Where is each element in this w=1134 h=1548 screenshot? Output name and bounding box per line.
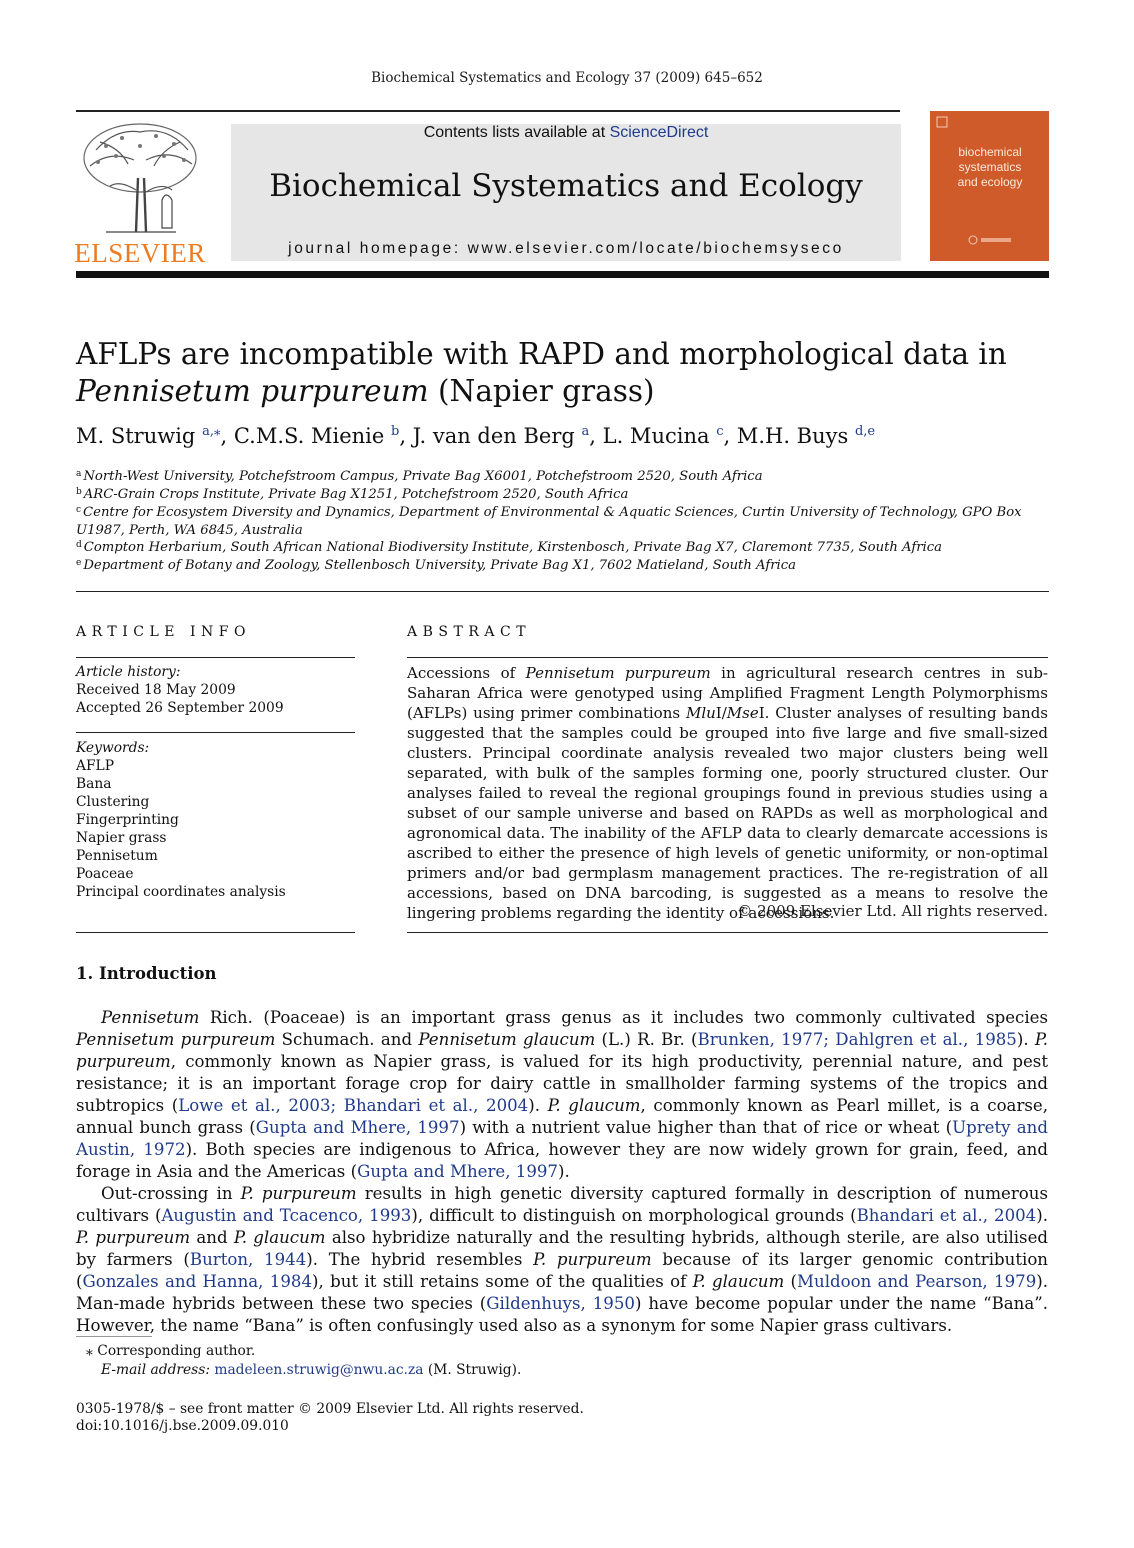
title-part: AFLPs are incompatible with RAPD and morphological data in bbox=[76, 337, 1007, 371]
cover-logo-icon bbox=[936, 116, 948, 128]
citation-link[interactable]: Gildenhuys, 1950 bbox=[486, 1294, 635, 1313]
text-run: ), but it still retains some of the qualities of bbox=[312, 1272, 693, 1291]
sciencedirect-link[interactable]: ScienceDirect bbox=[609, 124, 709, 141]
cover-text-line: systematics bbox=[958, 160, 1022, 174]
journal-homepage[interactable]: journal homepage: www.elsevier.com/locate/biochemsyseco bbox=[288, 240, 844, 257]
elsevier-tree-icon bbox=[76, 120, 204, 238]
running-head: Biochemical Systematics and Ecology 37 (2009) 645–652 bbox=[371, 70, 763, 86]
author-name[interactable]: C.M.S. Mienie bbox=[233, 424, 385, 448]
text-run: Out-crossing in bbox=[101, 1184, 241, 1203]
title-species: Pennisetum purpureum bbox=[76, 374, 429, 408]
affiliation-key: d bbox=[76, 540, 82, 550]
italic-run: Pennisetum purpureum bbox=[76, 1030, 276, 1049]
section-divider bbox=[76, 591, 1049, 592]
author-name[interactable]: M. Struwig bbox=[76, 424, 196, 448]
keywords-label: Keywords: bbox=[76, 740, 150, 756]
keyword: Bana bbox=[76, 776, 112, 792]
article-history bbox=[76, 663, 284, 717]
abstract-text bbox=[407, 663, 1048, 923]
abstract-run: I/ bbox=[715, 704, 727, 722]
keyword: AFLP bbox=[76, 758, 114, 774]
affiliation-text: ARC-Grain Crops Institute, Private Bag X1251, Potchefstroom 2520, South Africa bbox=[83, 487, 629, 502]
abstract-copyright: © 2009 Elsevier Ltd. All rights reserved. bbox=[737, 902, 1048, 920]
affiliation-key: c bbox=[76, 505, 82, 515]
citation-link[interactable]: Bhandari et al., 2004 bbox=[856, 1206, 1037, 1225]
cover-text-line: and ecology bbox=[957, 175, 1023, 189]
text-run: ). bbox=[1016, 1030, 1035, 1049]
italic-run: P. purpureum bbox=[533, 1250, 652, 1269]
author-sep: , bbox=[220, 424, 234, 448]
abstract-run: I. Cluster analyses of resulting bands suggested that the samples could be grouped into five large and five small-sized clusters. Principal coordinate analysis revealed two major clusters being well separated, with bulk of the samples forming one, poorly structured cluster. Our analyses failed to reveal the regional groupings found in previous studies using a subset of our sample universe and based on RAPDs as well as morphological and agronomical data. The inability of the AFLP data to clearly demarcate accessions is ascribed to either the presence of high levels of genetic uniformity, or non-optimal primers and/or bad germplasm management practices. The re-registration of all accessions, based on DNA barcoding, is suggested as a means to resolve the lingering problems regarding the identity of accessions. bbox=[407, 704, 1049, 922]
doi-link[interactable]: doi:10.1016/j.bse.2009.09.010 bbox=[76, 1418, 289, 1434]
citation-link[interactable]: Brunken, 1977; Dahlgren et al., 1985 bbox=[697, 1030, 1017, 1049]
email-suffix: (M. Struwig). bbox=[423, 1362, 522, 1378]
text-run: results in high genetic diversity captured formally in description of numerous cultivars ( bbox=[76, 1184, 1048, 1225]
author-name[interactable]: J. van den Berg bbox=[412, 424, 575, 448]
accepted-date: Accepted 26 September 2009 bbox=[76, 700, 284, 716]
affiliation bbox=[76, 501, 1048, 540]
email-link[interactable]: madeleen.struwig@nwu.ac.za bbox=[214, 1362, 424, 1378]
received-date: Received 18 May 2009 bbox=[76, 682, 236, 698]
affiliation-key: a bbox=[76, 469, 82, 479]
header-thick-rule bbox=[76, 271, 1049, 278]
author-sep: , bbox=[723, 424, 737, 448]
corresponding-label: Corresponding author. bbox=[97, 1343, 256, 1359]
text-run: ) with a nutrient value higher than that of rice or wheat ( bbox=[459, 1118, 953, 1137]
keyword: Principal coordinates analysis bbox=[76, 884, 286, 900]
citation-link[interactable]: Gupta and Mhere, 1997 bbox=[255, 1118, 460, 1137]
title-part: (Napier grass) bbox=[428, 374, 655, 408]
cover-text bbox=[944, 145, 1036, 190]
intro-paragraph bbox=[76, 1183, 1048, 1337]
abstract-bottom-rule bbox=[407, 932, 1048, 933]
text-run: ). The hybrid resembles bbox=[306, 1250, 534, 1269]
affiliation-text: Department of Botany and Zoology, Stellenbosch University, Private Bag X1, 7602 Matieland, South Africa bbox=[83, 558, 796, 573]
abstract-rule bbox=[407, 657, 1048, 658]
intro-heading: 1. Introduction bbox=[76, 964, 217, 983]
journal-title: Biochemical Systematics and Ecology bbox=[269, 168, 863, 204]
affiliation-text: North-West University, Potchefstroom Campus, Private Bag X6001, Potchefstroom 2520, South Africa bbox=[83, 469, 763, 484]
citation-link[interactable]: Augustin and Tcacenco, 1993 bbox=[161, 1206, 412, 1225]
text-run: ( bbox=[784, 1272, 798, 1291]
text-run: and bbox=[190, 1228, 234, 1247]
keyword: Fingerprinting bbox=[76, 812, 179, 828]
contents-prefix: Contents lists available at bbox=[423, 124, 610, 141]
text-run: ). Both species are indigenous to Africa, however they are now widely grown for grain, feed, and forage in Asia and the Americas ( bbox=[76, 1140, 1048, 1181]
italic-run: Pennisetum glaucum bbox=[418, 1030, 596, 1049]
italic-run: P. purpureum bbox=[76, 1030, 1048, 1071]
text-run: , commonly known as Napier grass, is valued for its high productivity, perennial nature, and pest resistance; it is an important forage crop for dairy cattle in smallholder farming systems of the tropics and subtropics ( bbox=[76, 1052, 1048, 1115]
author-sep: , bbox=[589, 424, 603, 448]
italic-run: P. purpureum bbox=[240, 1184, 357, 1203]
italic-run: P. purpureum bbox=[76, 1228, 191, 1247]
citation-link[interactable]: Gonzales and Hanna, 1984 bbox=[82, 1272, 313, 1291]
abstract-run: Accessions of bbox=[407, 664, 526, 682]
citation-link[interactable]: Uprety and Austin, 1972 bbox=[76, 1118, 1048, 1159]
keywords-rule bbox=[76, 732, 355, 733]
author-affil-marker[interactable]: a bbox=[581, 424, 590, 439]
history-label: Article history: bbox=[76, 664, 181, 680]
keyword: Napier grass bbox=[76, 830, 167, 846]
citation-link[interactable]: Muldoon and Pearson, 1979 bbox=[797, 1272, 1037, 1291]
text-run: ) have become popular under the name “Bana”. However, the name “Bana” is often confusingly used also as a synonym for some Napier grass cultivars. bbox=[76, 1294, 1049, 1335]
author-affil-marker[interactable]: c bbox=[716, 424, 724, 439]
author-list bbox=[76, 424, 1056, 448]
text-run: , commonly known as Pearl millet, is a coarse, annual bunch grass ( bbox=[76, 1096, 1048, 1137]
text-run: ). Man-made hybrids between these two species ( bbox=[76, 1272, 1049, 1313]
citation-link[interactable]: Gupta and Mhere, 1997 bbox=[357, 1162, 558, 1181]
keyword: Pennisetum bbox=[76, 848, 158, 864]
footnote-marker: ⁎ bbox=[86, 1343, 93, 1359]
abstract-run: in agricultural research centres in sub-Saharan Africa were genotyped using Amplified Fragment Length Polymorphisms (AFLPs) using primer combinations bbox=[407, 664, 1048, 722]
article-info-rule bbox=[76, 657, 355, 658]
article-info-heading: ARTICLE INFO bbox=[76, 624, 251, 640]
citation-link[interactable]: Lowe et al., 2003; Bhandari et al., 2004 bbox=[178, 1096, 529, 1115]
author-name[interactable]: L. Mucina bbox=[602, 424, 710, 448]
text-run: ). bbox=[528, 1096, 548, 1115]
author-affil-marker[interactable]: d,e bbox=[854, 424, 876, 439]
abstract-heading: ABSTRACT bbox=[407, 624, 532, 640]
cover-text-line: biochemical bbox=[958, 145, 1022, 159]
italic-run: Pennisetum bbox=[101, 1008, 200, 1027]
affiliation-key: e bbox=[76, 558, 82, 568]
article-info-bottom-rule bbox=[76, 932, 355, 933]
keyword: Clustering bbox=[76, 794, 150, 810]
footnote-rule bbox=[76, 1336, 152, 1337]
italic-run: P. glaucum bbox=[692, 1272, 785, 1291]
front-matter-line: 0305-1978/$ – see front matter © 2009 Elsevier Ltd. All rights reserved. bbox=[76, 1401, 584, 1417]
citation-link[interactable]: Burton, 1944 bbox=[189, 1250, 307, 1269]
elsevier-logo-text: ELSEVIER bbox=[74, 238, 206, 268]
keywords-block bbox=[76, 739, 286, 901]
article-title bbox=[76, 336, 1056, 410]
affiliation-text: Centre for Ecosystem Diversity and Dynamics, Department of Environmental & Aquatic Sciences, Curtin University of Technology, GPO Box U1987, Perth, WA 6845, Australia bbox=[76, 505, 1022, 538]
affiliation bbox=[76, 554, 1048, 575]
corresponding-note bbox=[86, 1342, 255, 1360]
author-name[interactable]: M.H. Buys bbox=[736, 424, 849, 448]
intro-body bbox=[76, 1007, 1048, 1337]
text-run: also hybridize naturally and the resulting hybrids, although sterile, are also utilised by farmers ( bbox=[76, 1228, 1049, 1269]
text-run: ), difficult to distinguish on morphological grounds ( bbox=[411, 1206, 857, 1225]
text-run: Rich. (Poaceae) is an important grass genus as it includes two commonly cultivated species bbox=[199, 1008, 1048, 1027]
text-run: because of its larger genomic contribution ( bbox=[76, 1250, 1048, 1291]
email-note bbox=[101, 1361, 521, 1379]
affiliation-text: Compton Herbarium, South African National Biodiversity Institute, Kirstenbosch, Private Bag X7, Claremont 7735, South Africa bbox=[83, 540, 942, 555]
abstract-run-italic: Pennisetum purpureum bbox=[525, 664, 711, 682]
email-label: E-mail address: bbox=[101, 1362, 215, 1378]
abstract-run-italic: Mlu bbox=[685, 704, 716, 722]
abstract-run-italic: Mse bbox=[726, 704, 759, 722]
author-sep: , bbox=[399, 424, 413, 448]
cover-sciencedirect-icon bbox=[955, 233, 1025, 247]
keyword: Poaceae bbox=[76, 866, 134, 882]
author-affil-marker[interactable]: a,⁎ bbox=[202, 424, 221, 439]
text-run: ). bbox=[558, 1162, 570, 1181]
text-run: (L.) R. Br. ( bbox=[595, 1030, 698, 1049]
author-affil-marker[interactable]: b bbox=[391, 424, 400, 439]
contents-line bbox=[231, 124, 901, 142]
text-run: Schumach. and bbox=[275, 1030, 419, 1049]
italic-run: P. glaucum bbox=[547, 1096, 641, 1115]
text-run: ). bbox=[1036, 1206, 1048, 1225]
header-rule bbox=[76, 110, 900, 112]
italic-run: P. glaucum bbox=[233, 1228, 326, 1247]
intro-paragraph bbox=[76, 1007, 1048, 1183]
affiliation-key: b bbox=[76, 487, 82, 497]
